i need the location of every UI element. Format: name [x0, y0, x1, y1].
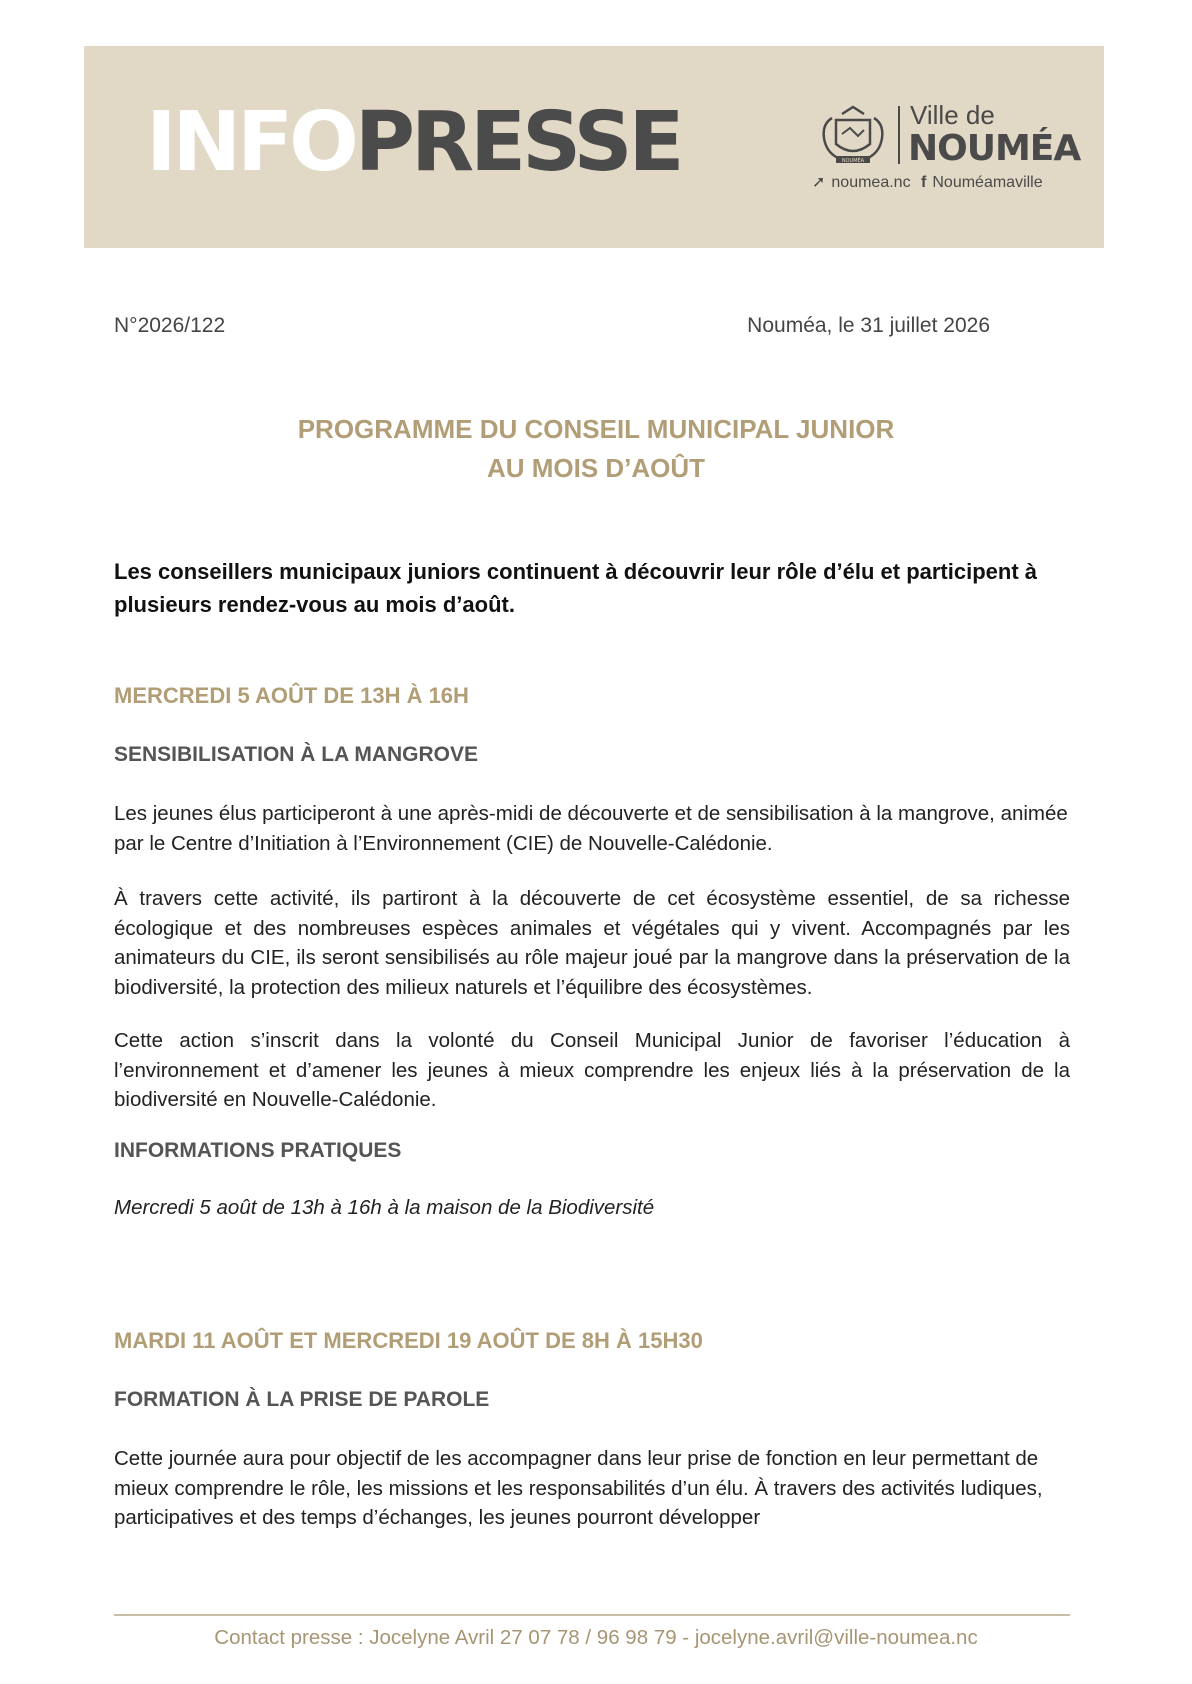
brand-presse: PRESSE: [354, 95, 681, 190]
brand-info: INFO: [146, 95, 355, 190]
seal-text: NOUMÉA: [841, 158, 865, 164]
footer-divider: [114, 1614, 1070, 1616]
social-links: [812, 172, 1052, 192]
footer-contact: Contact presse : Jocelyne Avril 27 07 78 / 96 98 79 - jocelyne.avril@ville-noumea.nc: [214, 1626, 978, 1649]
press-release-date: Nouméa, le 31 juillet 2026: [747, 314, 990, 337]
section1-info-text: Mercredi 5 août de 13h à 16h à la maison de la Biodiversité: [114, 1196, 655, 1219]
info-presse-logo: [146, 95, 681, 190]
section2-subtitle: FORMATION À LA PRISE DE PAROLE: [114, 1388, 490, 1411]
website-link[interactable]: noumea.nc: [831, 174, 911, 191]
lead-paragraph: Les conseillers municipaux juniors continuent à découvrir leur rôle d’élu et participent à plusieurs rendez-vous au mois d’août.: [114, 559, 1038, 617]
section1-info-title: INFORMATIONS PRATIQUES: [114, 1139, 402, 1162]
section1-date: MERCREDI 5 AOÛT DE 13H À 16H: [114, 683, 469, 708]
logo-noumea: NOUMÉA: [908, 128, 1081, 169]
facebook-link[interactable]: Nouméamaville: [932, 174, 1043, 191]
header-banner: [84, 46, 1104, 248]
section2-date: MARDI 11 AOÛT ET MERCREDI 19 AOÛT DE 8H À 15H30: [114, 1328, 703, 1353]
press-release-number: N°2026/122: [114, 314, 226, 337]
section1-subtitle: SENSIBILISATION À LA MANGROVE: [114, 743, 479, 766]
section2-paragraph-1: Cette journée aura pour objectif de les accompagner dans leur prise de fonction en leur permettant de mieux comprendre le rôle, les missions et les responsabilités d’un élu. À travers des activités ludiques, participatives et des temps d’échanges, les jeunes pourront développer: [114, 1447, 1043, 1529]
section1-paragraph-1: Les jeunes élus participeront à une après-midi de découverte et de sensibilisation à la mangrove, animée par le Centre d’Initiation à l’Environnement (CIE) de Nouvelle-Calédonie.: [114, 802, 1068, 855]
page-title: [0, 410, 1192, 488]
ville-noumea-logo: [812, 100, 1081, 196]
cursor-icon: ➚: [812, 174, 826, 191]
logo-separator: [898, 106, 900, 164]
section1-paragraph-3: Cette action s’inscrit dans la volonté du Conseil Municipal Junior de favoriser l’éducation à l’environnement et d’amener les jeunes à mieux comprendre les enjeux liés à la préservation de la biodiversité en Nouvelle-Calédonie.: [114, 1029, 1070, 1111]
facebook-icon: f: [921, 174, 927, 191]
city-seal-icon: [812, 104, 894, 166]
title-line-1: PROGRAMME DU CONSEIL MUNICIPAL JUNIOR: [297, 414, 895, 444]
section1-paragraph-2: À travers cette activité, ils partiront à la découverte de cet écosystème essentiel, de sa richesse écologique et des nombreuses espèces animales et végétales qui y vivent. Accompagnés par les animateurs du CIE, ils seront sensibilisés au rôle majeur joué par la mangrove dans la préservation de la biodiversité, la protection des milieux naturels et l’équilibre des écosystèmes.: [114, 887, 1070, 999]
logo-ville-de: Ville de: [910, 100, 995, 130]
title-line-2: AU MOIS D’AOÛT: [486, 453, 706, 483]
